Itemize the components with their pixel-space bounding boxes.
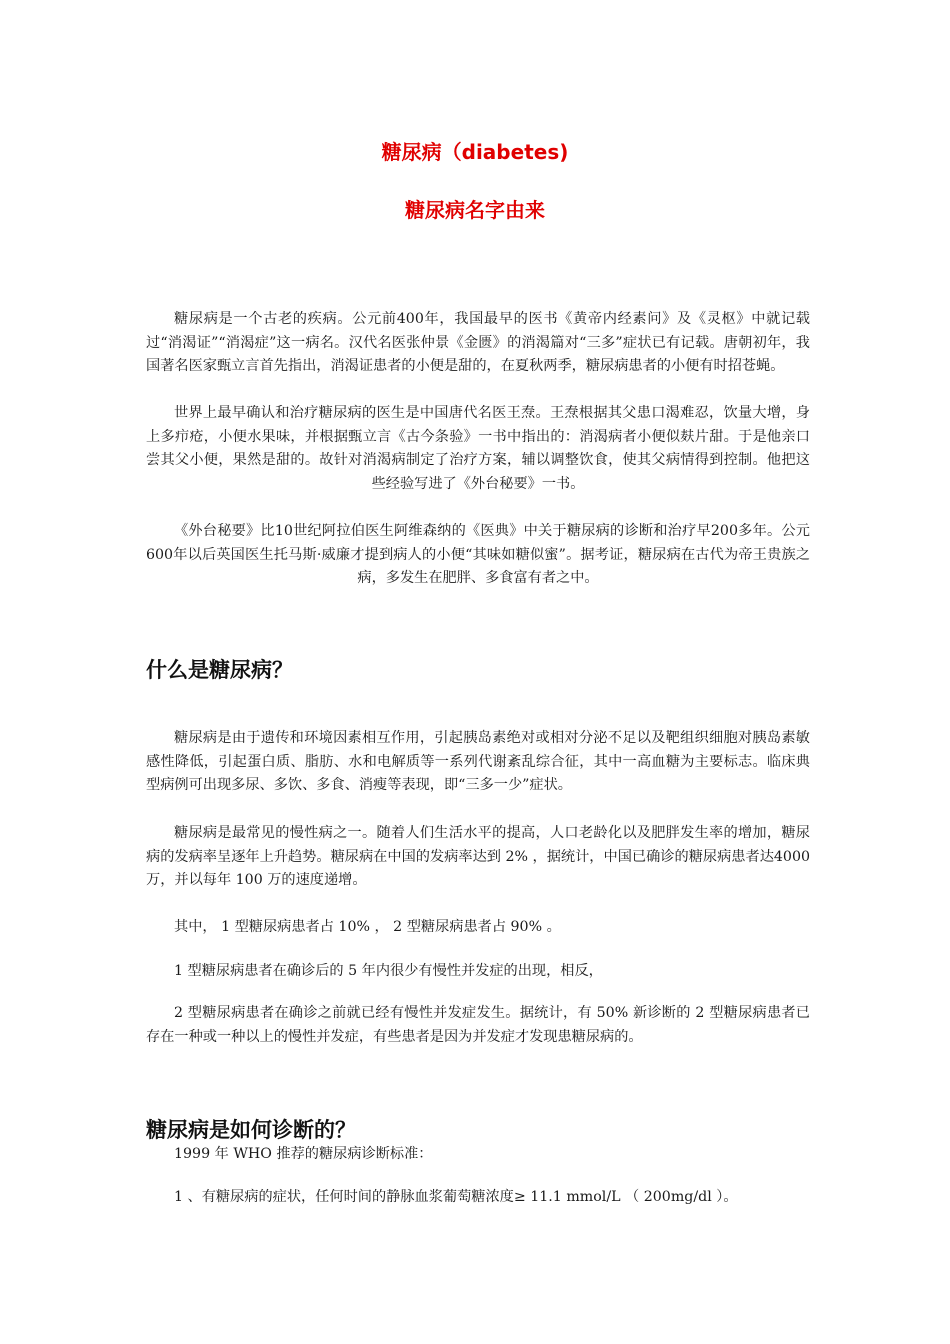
- section1-paragraph: 1 型糖尿病患者在确诊后的 5 年内很少有慢性并发症的出现，相反，: [174, 963, 603, 979]
- origin-paragraph: 《外台秘要》比10世纪阿拉伯医生阿维森纳的《医典》中关于糖尿病的诊断和治疗早200多年。公元600年以后英国医生托马斯·威廉才提到病人的小便“其味如糖似蜜”。据考证，糖尿病在古代为帝王贵族之病，多发生在肥胖、多食富有者之中。: [146, 523, 810, 586]
- origin-paragraph: 世界上最早确认和治疗糖尿病的医生是中国唐代名医王焘。王焘根据其父患口渴难忍，饮量大增，身上多疖疮，小便水果味，并根据甄立言《古今条验》一书中指出的：消渴病者小便似麸片甜。于是他亲口尝其父小便，果然是甜的。故针对消渴病制定了治疗方案，辅以调整饮食，使其父病情得到控制。他把这些经验写进了《外台秘要》一书。: [146, 405, 810, 492]
- section1-paragraph: 其中， 1 型糖尿病患者占 10% ， 2 型糖尿病患者占 90% 。: [174, 919, 561, 935]
- section1-paragraph: 糖尿病是由于遗传和环境因素相互作用，引起胰岛素绝对或相对分泌不足以及靶组织细胞对胰岛素敏感性降低，引起蛋白质、脂肪、水和电解质等一系列代谢紊乱综合征，其中一高血糖为主要标志。临床典型病例可出现多尿、多饮、多食、消瘦等表现，即“三多一少”症状。: [146, 730, 810, 793]
- diagnosis-criterion-line: 1 、有糖尿病的症状，任何时间的静脉血浆葡萄糖浓度≥ 11.1 mmol/L （ 200mg/dl ）。: [174, 1189, 738, 1205]
- document-subtitle: 糖尿病名字由来: [405, 198, 545, 222]
- origin-paragraph: 糖尿病是一个古老的疾病。公元前400年，我国最早的医书《黄帝内经素问》及《灵枢》中就记载过“消渴证”“消渴症”这一病名。汉代名医张仲景《金匮》的消渴篇对“三多”症状已有记载。唐朝初年，我国著名医家甄立言首先指出，消渴证患者的小便是甜的，在夏秋两季，糖尿病患者的小便有时招苍蝇。: [146, 311, 810, 374]
- section-heading-diagnosis: 糖尿病是如何诊断的？: [146, 1117, 356, 1142]
- section-heading-what-is-diabetes: 什么是糖尿病？: [146, 657, 293, 682]
- diagnosis-standard-line: 1999 年 WHO 推荐的糖尿病诊断标准：: [174, 1146, 433, 1162]
- document-title: 糖尿病（diabetes): [381, 140, 569, 164]
- section1-paragraph: 糖尿病是最常见的慢性病之一。随着人们生活水平的提高，人口老龄化以及肥胖发生率的增加，糖尿病的发病率呈逐年上升趋势。糖尿病在中国的发病率达到 2% ，据统计，中国已确诊的糖尿病患者达4000 万，并以每年 100 万的速度递增。: [146, 825, 810, 888]
- section1-paragraph: 2 型糖尿病患者在确诊之前就已经有慢性并发症发生。据统计，有 50% 新诊断的 2 型糖尿病患者已存在一种或一种以上的慢性并发症，有些患者是因为并发症才发现患糖尿病的。: [146, 1005, 810, 1045]
